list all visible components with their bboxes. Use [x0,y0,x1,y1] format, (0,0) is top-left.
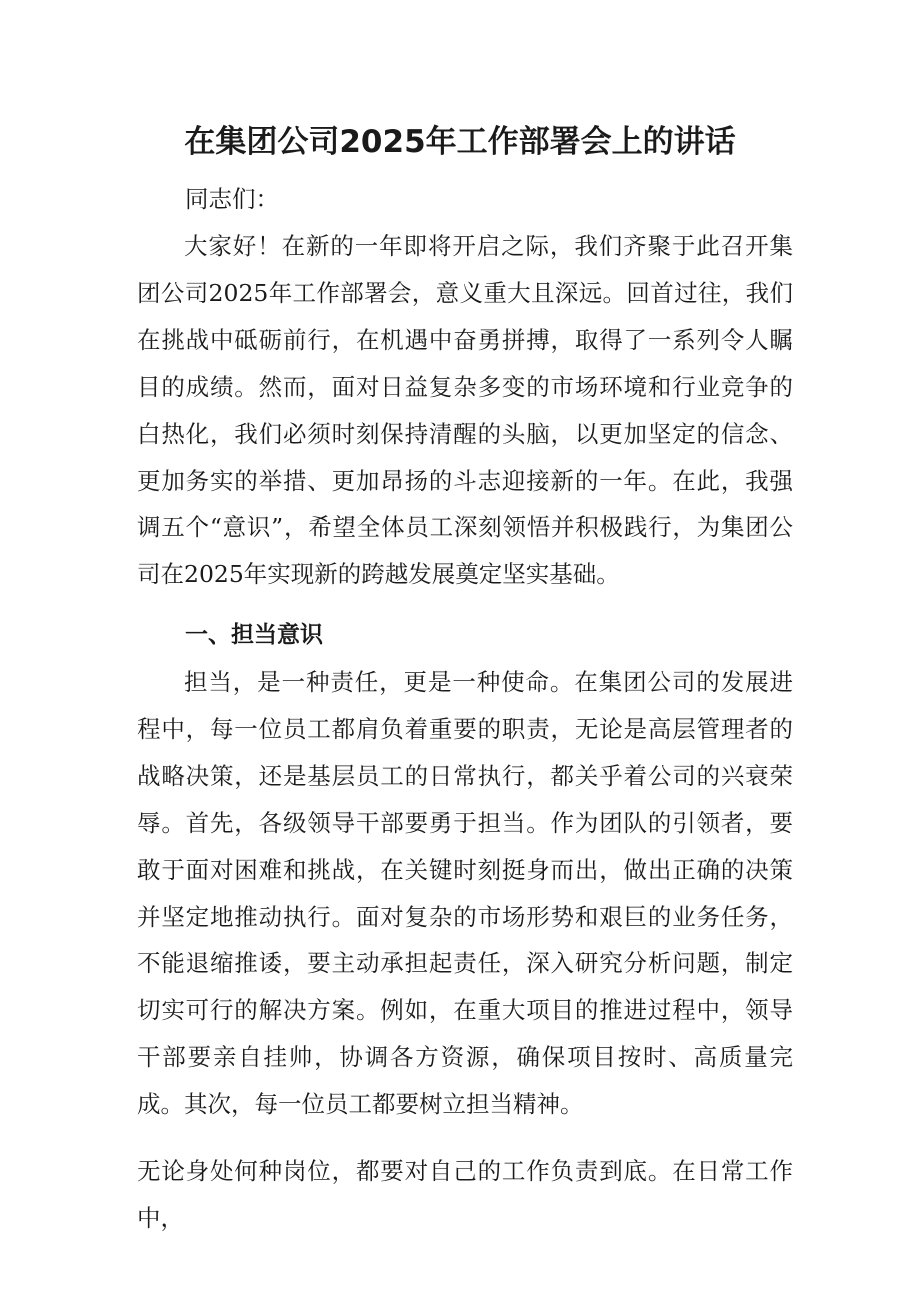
paragraph-responsibility: 担当，是一种责任，更是一种使命。在集团公司的发展进程中，每一位员工都肩负着重要的职责，无论是高层管理者的战略决策，还是基层员工的日常执行，都关乎着公司的兴衰荣辱。首先，各级领导干部要勇于担当。作为团队的引领者，要敢于面对困难和挑战，在关键时刻挺身而出，做出正确的决策并坚定地推动执行。面对复杂的市场形势和艰巨的业务任务，不能退缩推诿，要主动承担起责任，深入研究分析问题，制定切实可行的解决方案。例如，在重大项目的推进过程中，领导干部要亲自挂帅，协调各方资源，确保项目按时、高质量完成。其次，每一位员工都要树立担当精神。 [137,668,793,1119]
document-title: 在集团公司2025年工作部署会上的讲话 [184,124,736,160]
paragraph-intro: 大家好！在新的一年即将开启之际，我们齐聚于此召开集团公司2025年工作部署会，意义重大且深远。回首过往，我们在挑战中砥砺前行，在机遇中奋勇拼搏，取得了一系列令人瞩目的成绩。然而，面对日益复杂多变的市场环境和行业竞争的白热化，我们必须时刻保持清醒的头脑，以更加坚定的信念、更加务实的举措、更加昂扬的斗志迎接新的一年。在此，我强调五个“意识”，希望全体员工深刻领悟并积极践行，为集团公司在2025年实现新的跨越发展奠定坚实基础。 [137,232,793,589]
section-heading-responsibility: 一、担当意识 [185,622,323,648]
paragraph-continuation: 无论身处何种岗位，都要对自己的工作负责到底。在日常工作中， [137,1157,793,1232]
salutation: 同志们： [185,185,279,213]
